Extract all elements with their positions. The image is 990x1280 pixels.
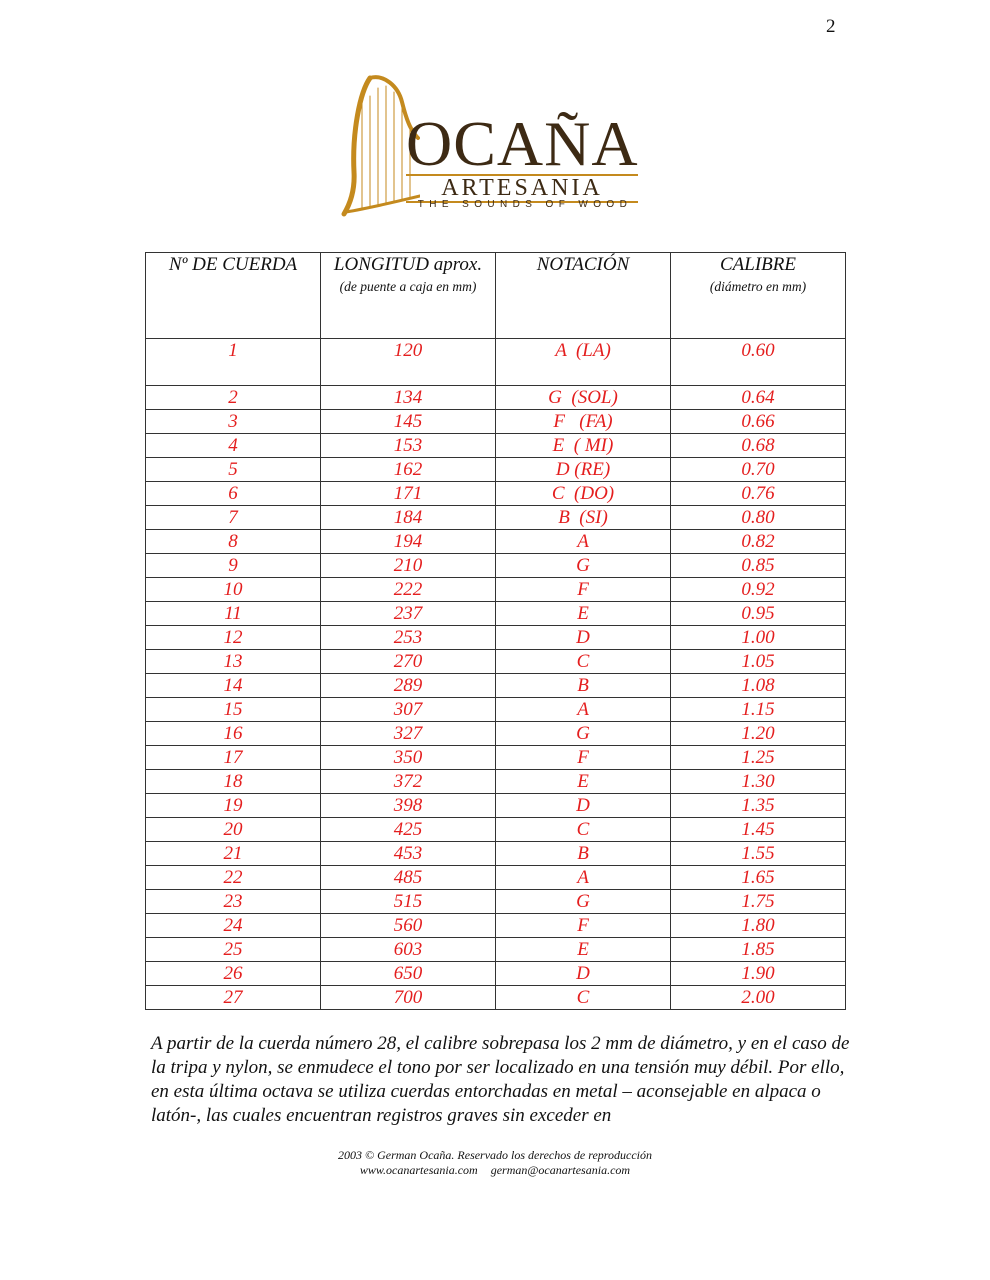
table-row bbox=[146, 386, 846, 410]
gauge-cell: 0.68 bbox=[671, 434, 846, 458]
string-specifications-table bbox=[145, 252, 846, 1010]
column-header-title: NOTACIÓN bbox=[536, 254, 630, 275]
column-header-length bbox=[321, 253, 496, 339]
notation-cell: D bbox=[496, 794, 671, 818]
notation-cell: D bbox=[496, 962, 671, 986]
notation-cell: F (FA) bbox=[496, 410, 671, 434]
column-header-title: LONGITUD aprox. bbox=[333, 254, 483, 275]
notation-cell: G bbox=[496, 890, 671, 914]
notation-cell: C bbox=[496, 986, 671, 1010]
notation-cell: F bbox=[496, 578, 671, 602]
notation-cell: D bbox=[496, 626, 671, 650]
logo-subtitle: ARTESANIA bbox=[406, 174, 638, 203]
gauge-cell: 1.15 bbox=[671, 698, 846, 722]
table-row bbox=[146, 962, 846, 986]
table-row bbox=[146, 458, 846, 482]
table-row bbox=[146, 554, 846, 578]
length-cell: 171 bbox=[321, 482, 496, 506]
column-header-notation bbox=[496, 253, 671, 339]
table-row bbox=[146, 986, 846, 1010]
length-cell: 398 bbox=[321, 794, 496, 818]
string-number-cell: 10 bbox=[146, 578, 321, 602]
notation-cell: A (LA) bbox=[496, 339, 671, 386]
string-number-cell: 21 bbox=[146, 842, 321, 866]
table-row bbox=[146, 866, 846, 890]
column-header-title: CALIBRE bbox=[720, 254, 796, 275]
length-cell: 270 bbox=[321, 650, 496, 674]
table-row bbox=[146, 650, 846, 674]
gauge-cell: 1.85 bbox=[671, 938, 846, 962]
length-cell: 153 bbox=[321, 434, 496, 458]
string-number-cell: 22 bbox=[146, 866, 321, 890]
table-row bbox=[146, 938, 846, 962]
string-number-cell: 4 bbox=[146, 434, 321, 458]
length-cell: 307 bbox=[321, 698, 496, 722]
notation-cell: A bbox=[496, 866, 671, 890]
length-cell: 222 bbox=[321, 578, 496, 602]
gauge-cell: 2.00 bbox=[671, 986, 846, 1010]
footer bbox=[145, 1148, 845, 1178]
string-number-cell: 1 bbox=[146, 339, 321, 386]
gauge-cell: 1.75 bbox=[671, 890, 846, 914]
gauge-cell: 0.76 bbox=[671, 482, 846, 506]
gauge-cell: 1.90 bbox=[671, 962, 846, 986]
table-row bbox=[146, 770, 846, 794]
column-header-subtitle: (diámetro en mm) bbox=[709, 279, 807, 294]
string-number-cell: 11 bbox=[146, 602, 321, 626]
length-cell: 485 bbox=[321, 866, 496, 890]
gauge-cell: 1.80 bbox=[671, 914, 846, 938]
table-row bbox=[146, 794, 846, 818]
notation-cell: A bbox=[496, 530, 671, 554]
gauge-cell: 0.70 bbox=[671, 458, 846, 482]
body-paragraph: A partir de la cuerda número 28, el calibre sobrepasa los 2 mm de diámetro, y en el caso de la tripa y nylon, se enmudece el tono por ser localizado en una tensión muy débil. Por ello, en esta última octava se utiliza cuerdas entorchadas en metal – aconsejable en alpaca o latón-, las cuales encuentran registros graves sin exceder en bbox=[151, 1033, 850, 1126]
length-cell: 327 bbox=[321, 722, 496, 746]
gauge-cell: 1.25 bbox=[671, 746, 846, 770]
string-number-cell: 14 bbox=[146, 674, 321, 698]
notation-cell: A bbox=[496, 698, 671, 722]
string-number-cell: 25 bbox=[146, 938, 321, 962]
string-number-cell: 9 bbox=[146, 554, 321, 578]
notation-cell: E bbox=[496, 938, 671, 962]
notation-cell: F bbox=[496, 746, 671, 770]
string-number-cell: 23 bbox=[146, 890, 321, 914]
length-cell: 289 bbox=[321, 674, 496, 698]
table-row bbox=[146, 674, 846, 698]
footer-website: www.ocanartesania.com bbox=[359, 1163, 478, 1177]
length-cell: 372 bbox=[321, 770, 496, 794]
length-cell: 560 bbox=[321, 914, 496, 938]
table-row bbox=[146, 914, 846, 938]
length-cell: 253 bbox=[321, 626, 496, 650]
length-cell: 184 bbox=[321, 506, 496, 530]
notation-cell: B bbox=[496, 674, 671, 698]
length-cell: 210 bbox=[321, 554, 496, 578]
notation-cell: E bbox=[496, 770, 671, 794]
gauge-cell: 1.65 bbox=[671, 866, 846, 890]
string-number-cell: 26 bbox=[146, 962, 321, 986]
gauge-cell: 0.80 bbox=[671, 506, 846, 530]
length-cell: 603 bbox=[321, 938, 496, 962]
gauge-cell: 1.08 bbox=[671, 674, 846, 698]
string-number-cell: 13 bbox=[146, 650, 321, 674]
table-row bbox=[146, 890, 846, 914]
length-cell: 515 bbox=[321, 890, 496, 914]
string-number-cell: 20 bbox=[146, 818, 321, 842]
notation-cell: E bbox=[496, 602, 671, 626]
gauge-cell: 0.60 bbox=[671, 339, 846, 386]
table-row bbox=[146, 842, 846, 866]
length-cell: 700 bbox=[321, 986, 496, 1010]
string-number-cell: 2 bbox=[146, 386, 321, 410]
notation-cell: C bbox=[496, 650, 671, 674]
string-number-cell: 19 bbox=[146, 794, 321, 818]
gauge-cell: 1.20 bbox=[671, 722, 846, 746]
string-number-cell: 3 bbox=[146, 410, 321, 434]
table-body bbox=[146, 339, 846, 1010]
table-row bbox=[146, 626, 846, 650]
gauge-cell: 0.95 bbox=[671, 602, 846, 626]
notation-cell: E ( MI) bbox=[496, 434, 671, 458]
column-header-title: Nº DE CUERDA bbox=[168, 254, 298, 275]
gauge-cell: 0.64 bbox=[671, 386, 846, 410]
column-header-gauge bbox=[671, 253, 846, 339]
string-number-cell: 7 bbox=[146, 506, 321, 530]
footer-email: german@ocanartesania.com bbox=[490, 1163, 631, 1177]
column-header-string-number bbox=[146, 253, 321, 339]
table-row bbox=[146, 722, 846, 746]
table-row bbox=[146, 818, 846, 842]
gauge-cell: 1.45 bbox=[671, 818, 846, 842]
footer-copyright: 2003 © German Ocaña. Reservado los derechos de reproducción bbox=[337, 1148, 653, 1162]
table-header-row bbox=[146, 253, 846, 339]
gauge-cell: 1.05 bbox=[671, 650, 846, 674]
table-row bbox=[146, 482, 846, 506]
length-cell: 425 bbox=[321, 818, 496, 842]
logo-tagline: THE SOUNDS OF WOOD bbox=[417, 199, 633, 210]
gauge-cell: 1.55 bbox=[671, 842, 846, 866]
gauge-cell: 1.00 bbox=[671, 626, 846, 650]
table-row bbox=[146, 746, 846, 770]
table-row bbox=[146, 698, 846, 722]
string-number-cell: 24 bbox=[146, 914, 321, 938]
gauge-cell: 1.35 bbox=[671, 794, 846, 818]
notation-cell: G bbox=[496, 722, 671, 746]
length-cell: 134 bbox=[321, 386, 496, 410]
notation-cell: C (DO) bbox=[496, 482, 671, 506]
string-number-cell: 6 bbox=[146, 482, 321, 506]
string-number-cell: 8 bbox=[146, 530, 321, 554]
gauge-cell: 0.82 bbox=[671, 530, 846, 554]
length-cell: 194 bbox=[321, 530, 496, 554]
notation-cell: G bbox=[496, 554, 671, 578]
notation-cell: B bbox=[496, 842, 671, 866]
ocana-artesania-logo bbox=[340, 72, 650, 222]
string-number-cell: 12 bbox=[146, 626, 321, 650]
string-number-cell: 18 bbox=[146, 770, 321, 794]
length-cell: 145 bbox=[321, 410, 496, 434]
gauge-cell: 0.85 bbox=[671, 554, 846, 578]
table-row bbox=[146, 339, 846, 386]
length-cell: 237 bbox=[321, 602, 496, 626]
length-cell: 453 bbox=[321, 842, 496, 866]
string-number-cell: 16 bbox=[146, 722, 321, 746]
table-row bbox=[146, 602, 846, 626]
table-row bbox=[146, 530, 846, 554]
notation-cell: D (RE) bbox=[496, 458, 671, 482]
logo-wordmark: OCAÑA bbox=[406, 108, 639, 179]
notation-cell: F bbox=[496, 914, 671, 938]
table-row bbox=[146, 578, 846, 602]
column-header-subtitle: (de puente a caja en mm) bbox=[339, 279, 477, 294]
table-row bbox=[146, 506, 846, 530]
length-cell: 650 bbox=[321, 962, 496, 986]
page-number: 2 bbox=[826, 16, 836, 37]
notation-cell: B (SI) bbox=[496, 506, 671, 530]
notation-cell: G (SOL) bbox=[496, 386, 671, 410]
footer-contact bbox=[145, 1163, 845, 1178]
length-cell: 162 bbox=[321, 458, 496, 482]
gauge-cell: 0.92 bbox=[671, 578, 846, 602]
table-row bbox=[146, 410, 846, 434]
gauge-cell: 0.66 bbox=[671, 410, 846, 434]
string-number-cell: 15 bbox=[146, 698, 321, 722]
notation-cell: C bbox=[496, 818, 671, 842]
string-number-cell: 5 bbox=[146, 458, 321, 482]
length-cell: 350 bbox=[321, 746, 496, 770]
string-number-cell: 27 bbox=[146, 986, 321, 1010]
string-number-cell: 17 bbox=[146, 746, 321, 770]
table-row bbox=[146, 434, 846, 458]
gauge-cell: 1.30 bbox=[671, 770, 846, 794]
length-cell: 120 bbox=[321, 339, 496, 386]
